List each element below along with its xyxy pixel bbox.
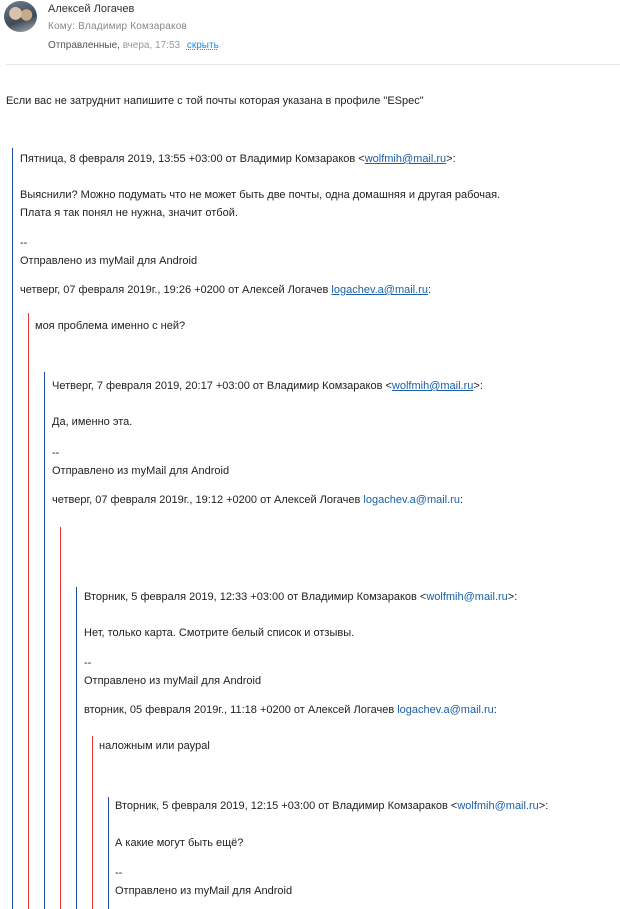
signature-dash: -- xyxy=(115,867,123,879)
email-link[interactable]: wolfmih@mail.ru xyxy=(391,380,474,392)
header-divider xyxy=(6,64,620,65)
message-header xyxy=(0,0,620,60)
quote-header-3 xyxy=(52,380,483,392)
quote-header-text: Вторник, 5 февраля 2019, 12:15 +03:00 от Владимир Комзараков < xyxy=(115,800,458,812)
email-link[interactable]: logachev.a@mail.ru xyxy=(397,704,494,716)
recipient-line: Кому: Владимир Комзараков xyxy=(48,21,187,32)
quote-header-end: >: xyxy=(538,800,549,812)
reply-header-3 xyxy=(52,494,463,506)
folder-name: Отправленные, xyxy=(48,40,120,51)
hide-details-link[interactable]: скрыть xyxy=(186,40,219,51)
reply-header-5 xyxy=(84,704,497,716)
folder-status xyxy=(48,40,219,51)
quote-bar-level7 xyxy=(108,797,109,909)
quote-text-5: Нет, только карта. Смотрите белый список и отзывы. xyxy=(84,627,355,639)
quote-bar-level5 xyxy=(76,587,77,909)
email-link[interactable]: wolfmih@mail.ru xyxy=(364,153,447,165)
quote-header-end: >: xyxy=(507,591,518,603)
email-link[interactable]: logachev.a@mail.ru xyxy=(331,284,428,296)
quote-header-1 xyxy=(20,153,456,165)
signature-text: Отправлено из myMail для Android xyxy=(20,255,198,267)
quote-header-end: >: xyxy=(446,153,456,165)
message-time: вчера, 17:53 xyxy=(122,40,181,51)
signature-dash: -- xyxy=(52,447,60,459)
reply-header-text: вторник, 05 февраля 2019г., 11:18 +0200 от Алексей Логачев xyxy=(84,704,398,716)
signature-dash: -- xyxy=(20,237,28,249)
signature-dash: -- xyxy=(84,657,92,669)
quote-header-text: Вторник, 5 февраля 2019, 12:33 +03:00 от Владимир Комзараков < xyxy=(84,591,427,603)
reply-header-end: : xyxy=(427,284,432,296)
signature-text: Отправлено из myMail для Android xyxy=(115,885,293,897)
quote-bar-level3 xyxy=(44,372,45,909)
signature-text: Отправлено из myMail для Android xyxy=(52,465,230,477)
quote-bar-level4 xyxy=(60,527,61,909)
signature-text: Отправлено из myMail для Android xyxy=(84,675,262,687)
quote-header-7 xyxy=(115,800,548,812)
quote-text-3: Да, именно эта. xyxy=(52,416,133,428)
quote-text-1a: Выяснили? Можно подумать что не может быть две почты, одна домашняя и другая рабочая. xyxy=(20,189,501,201)
quote-header-5 xyxy=(84,591,517,603)
reply-header-text: четверг, 07 февраля 2019г., 19:26 +0200 от Алексей Логачев xyxy=(20,284,332,296)
quote-header-end: >: xyxy=(473,380,483,392)
reply-header-text: четверг, 07 февраля 2019г., 19:12 +0200 от Алексей Логачев xyxy=(52,494,364,506)
quote-text-2: моя проблема именно с ней? xyxy=(35,320,186,332)
quote-bar-level2 xyxy=(28,313,29,909)
quote-bar-level1 xyxy=(12,148,13,909)
sender-name[interactable]: Алексей Логачев xyxy=(48,3,135,15)
email-link[interactable]: wolfmih@mail.ru xyxy=(457,800,539,812)
quote-text-1b: Плата я так понял не нужна, значит отбой. xyxy=(20,207,238,219)
avatar[interactable] xyxy=(4,1,37,32)
email-link[interactable]: logachev.a@mail.ru xyxy=(363,494,460,506)
reply-header-end: : xyxy=(493,704,497,716)
quote-text-6: наложным или paypal xyxy=(99,740,210,752)
quote-text-7: А какие могут быть ещё? xyxy=(115,837,244,849)
reply-header-end: : xyxy=(459,494,464,506)
email-link[interactable]: wolfmih@mail.ru xyxy=(426,591,508,603)
quote-header-text: Четверг, 7 февраля 2019, 20:17 +03:00 от Владимир Комзараков < xyxy=(52,380,392,392)
quote-header-text: Пятница, 8 февраля 2019, 13:55 +03:00 от Владимир Комзараков < xyxy=(20,153,365,165)
intro-text: Если вас не затруднит напишите с той почты которая указана в профиле "ESpec" xyxy=(6,95,424,107)
reply-header-1 xyxy=(20,284,431,296)
quote-bar-level6 xyxy=(92,736,93,909)
